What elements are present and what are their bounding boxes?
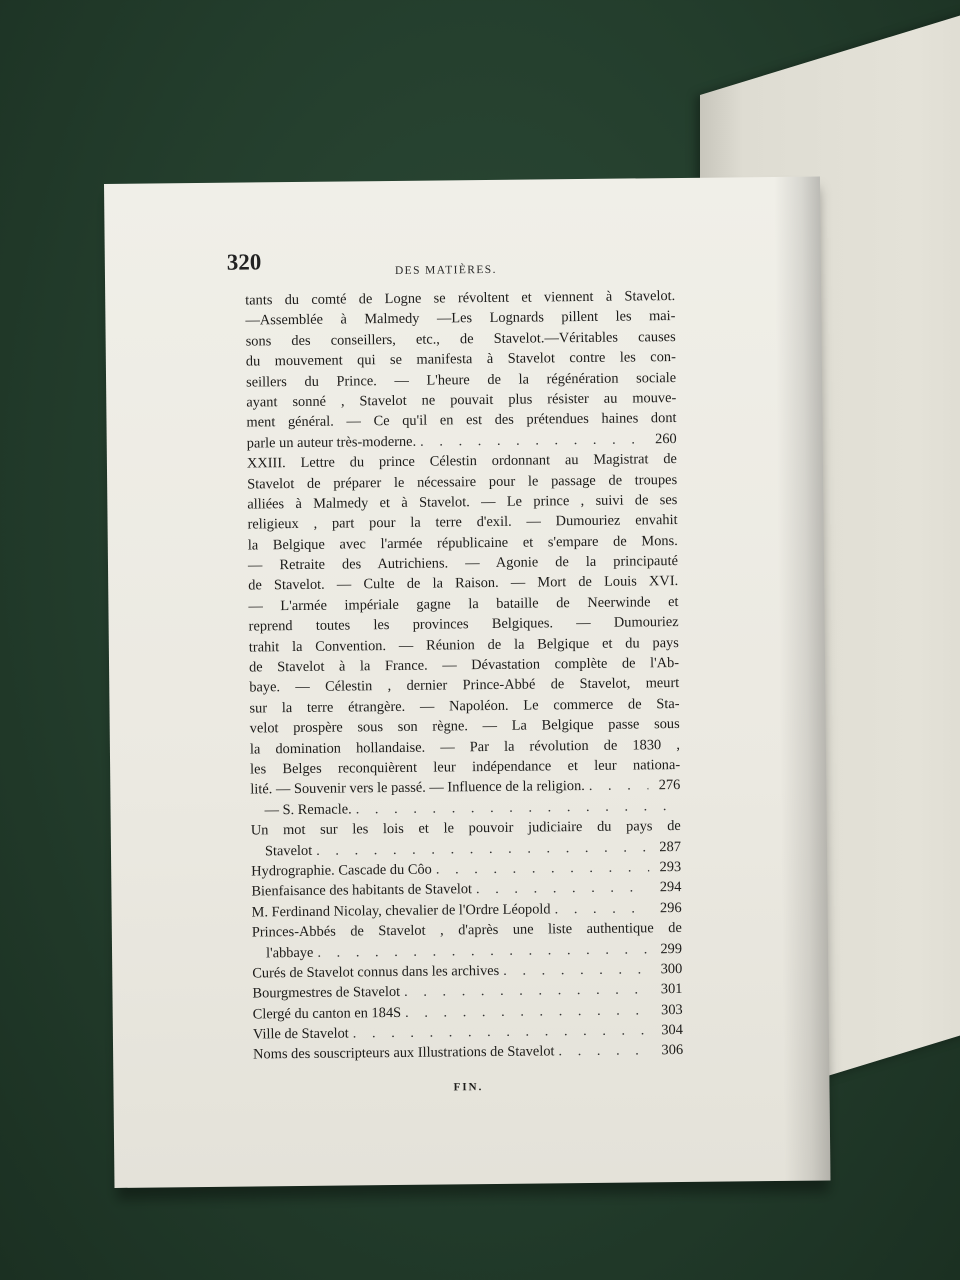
table-of-contents: [226, 249, 684, 1100]
dot-leader: [554, 898, 649, 919]
dot-leader: [405, 1000, 651, 1023]
text-line: — Retraite des Autrichiens. — Agonie de la principauté: [247, 553, 679, 574]
toc-paragraph-1: [245, 286, 677, 454]
entry-text: parle un auteur très-moderne.: [246, 433, 417, 452]
entry-text: Noms des souscripteurs aux Illustrations de Stavelot: [253, 1043, 555, 1063]
dot-leader: [589, 776, 649, 797]
text-line: sons des conseillers, etc., de Stavelot.—Véritables causes: [245, 328, 676, 350]
text-line: baye. — Célestin , dernier Prince-Abbé de Stavelot, meurt: [249, 675, 680, 696]
entry-text: — S. Remacle.: [264, 801, 352, 819]
text-line: reprend toutes les provinces Belgiques. — Dumouriez: [248, 614, 679, 635]
dot-leader: [558, 1041, 651, 1062]
text-line: religieux , part pour la terre d'exil. — Dumouriez envahit: [247, 512, 678, 533]
dot-leader: [503, 959, 650, 981]
entry-page: 260: [655, 430, 677, 447]
entry-text: Bienfaisance des habitants de Stavelot: [251, 881, 473, 900]
text-line: du mouvement qui se manifesta à Stavelot contre les con-: [245, 349, 676, 370]
entry-text: Clergé du canton en 184S: [252, 1004, 402, 1023]
text-line: la Belgique avec l'armée républicaine et s'empare de Mons.: [247, 532, 678, 554]
entry-page: 303: [661, 1001, 683, 1018]
text-line: XXIII. Lettre du prince Célestin ordonnant au Magistrat de: [246, 451, 677, 472]
entry-page: 287: [659, 838, 682, 855]
end-mark: FIN.: [453, 1080, 484, 1094]
page-number: 320: [226, 249, 262, 275]
text-line: trahit la Convention. — Réunion de la Belgique et du pays: [248, 634, 679, 656]
entry-text: lité. — Souvenir vers le passé. — Influence de la religion.: [250, 778, 585, 798]
entry-page: 304: [661, 1022, 683, 1039]
toc-paragraph-2: [247, 449, 681, 821]
entry-text: Bourgmestres de Stavelot: [252, 984, 401, 1002]
page-header: [226, 249, 675, 291]
entry-text: Curés de Stavelot connus dans les archives: [252, 962, 500, 982]
entry-page: 299: [660, 940, 683, 957]
book-page: [104, 177, 830, 1188]
text-line: la domination hollandaise. — Par la révolution de 1830 ,: [249, 736, 680, 758]
entry-page: 306: [661, 1042, 684, 1059]
text-line: Un mot sur les lois et le pouvoir judiciaire du pays de: [250, 818, 681, 839]
text-line: ment général. — Ce qu'il en est des prétendues haines dont: [246, 410, 677, 431]
entry-page: 276: [658, 777, 681, 794]
entry-page: 300: [660, 960, 683, 978]
entry-text: l'abbaye: [265, 944, 314, 961]
entry-page: 296: [659, 899, 682, 916]
entry-text: Ville de Stavelot: [252, 1025, 349, 1043]
text-line: velot prospère sous son règne. — La Belgique passe sous: [249, 716, 680, 737]
text-line: seillers du Prince. — L'heure de la régénération sociale: [245, 369, 677, 391]
text-line: —Assemblée à Malmedy —Les Lognards pillent les mai-: [245, 308, 676, 329]
dot-leader: [404, 980, 651, 1003]
text-line: les Belges reconquièrent leur indépendance et leur nationa-: [250, 756, 681, 778]
entry-text: Hydrographie. Cascade du Côo: [251, 861, 432, 880]
text-line: de Stavelot. — Culte de la Raison. — Mort de Louis XVI.: [248, 573, 679, 594]
toc-entry: [253, 1040, 683, 1065]
text-line: tants du comté de Logne se révoltent et viennent à Stavelot.: [245, 288, 676, 309]
entry-page: 301: [660, 981, 683, 998]
entry-text: M. Ferdinand Nicolay, chevalier de l'Ordre Léopold: [251, 901, 551, 921]
entry-text: Stavelot: [264, 842, 313, 859]
dot-leader: [420, 429, 645, 452]
text-line: — L'armée impériale gagne la bataille de Neerwinde et: [248, 593, 679, 615]
running-head: DES MATIÈRES.: [394, 263, 497, 277]
entry-page: 294: [659, 879, 682, 896]
text-line: Princes-Abbés de Stavelot , d'après une liste authentique de: [251, 920, 682, 941]
dot-leader: [476, 878, 650, 900]
text-line: sur la terre étrangère. — Napoléon. Le commerce de Sta-: [249, 695, 680, 717]
text-line: ayant sonné , Stavelot ne pouvait plus résister au mouve-: [246, 389, 677, 411]
text-line: alliées à Malmedy et à Stavelot. — Le prince , suivi de ses: [247, 491, 678, 513]
text-line: de Stavelot à la France. — Dévastation complète de l'Ab-: [248, 655, 680, 676]
dot-leader: [436, 857, 650, 880]
text-line: Stavelot de préparer le nécessaire pour le passage de troupes: [247, 471, 678, 493]
entry-page: 293: [659, 858, 682, 876]
